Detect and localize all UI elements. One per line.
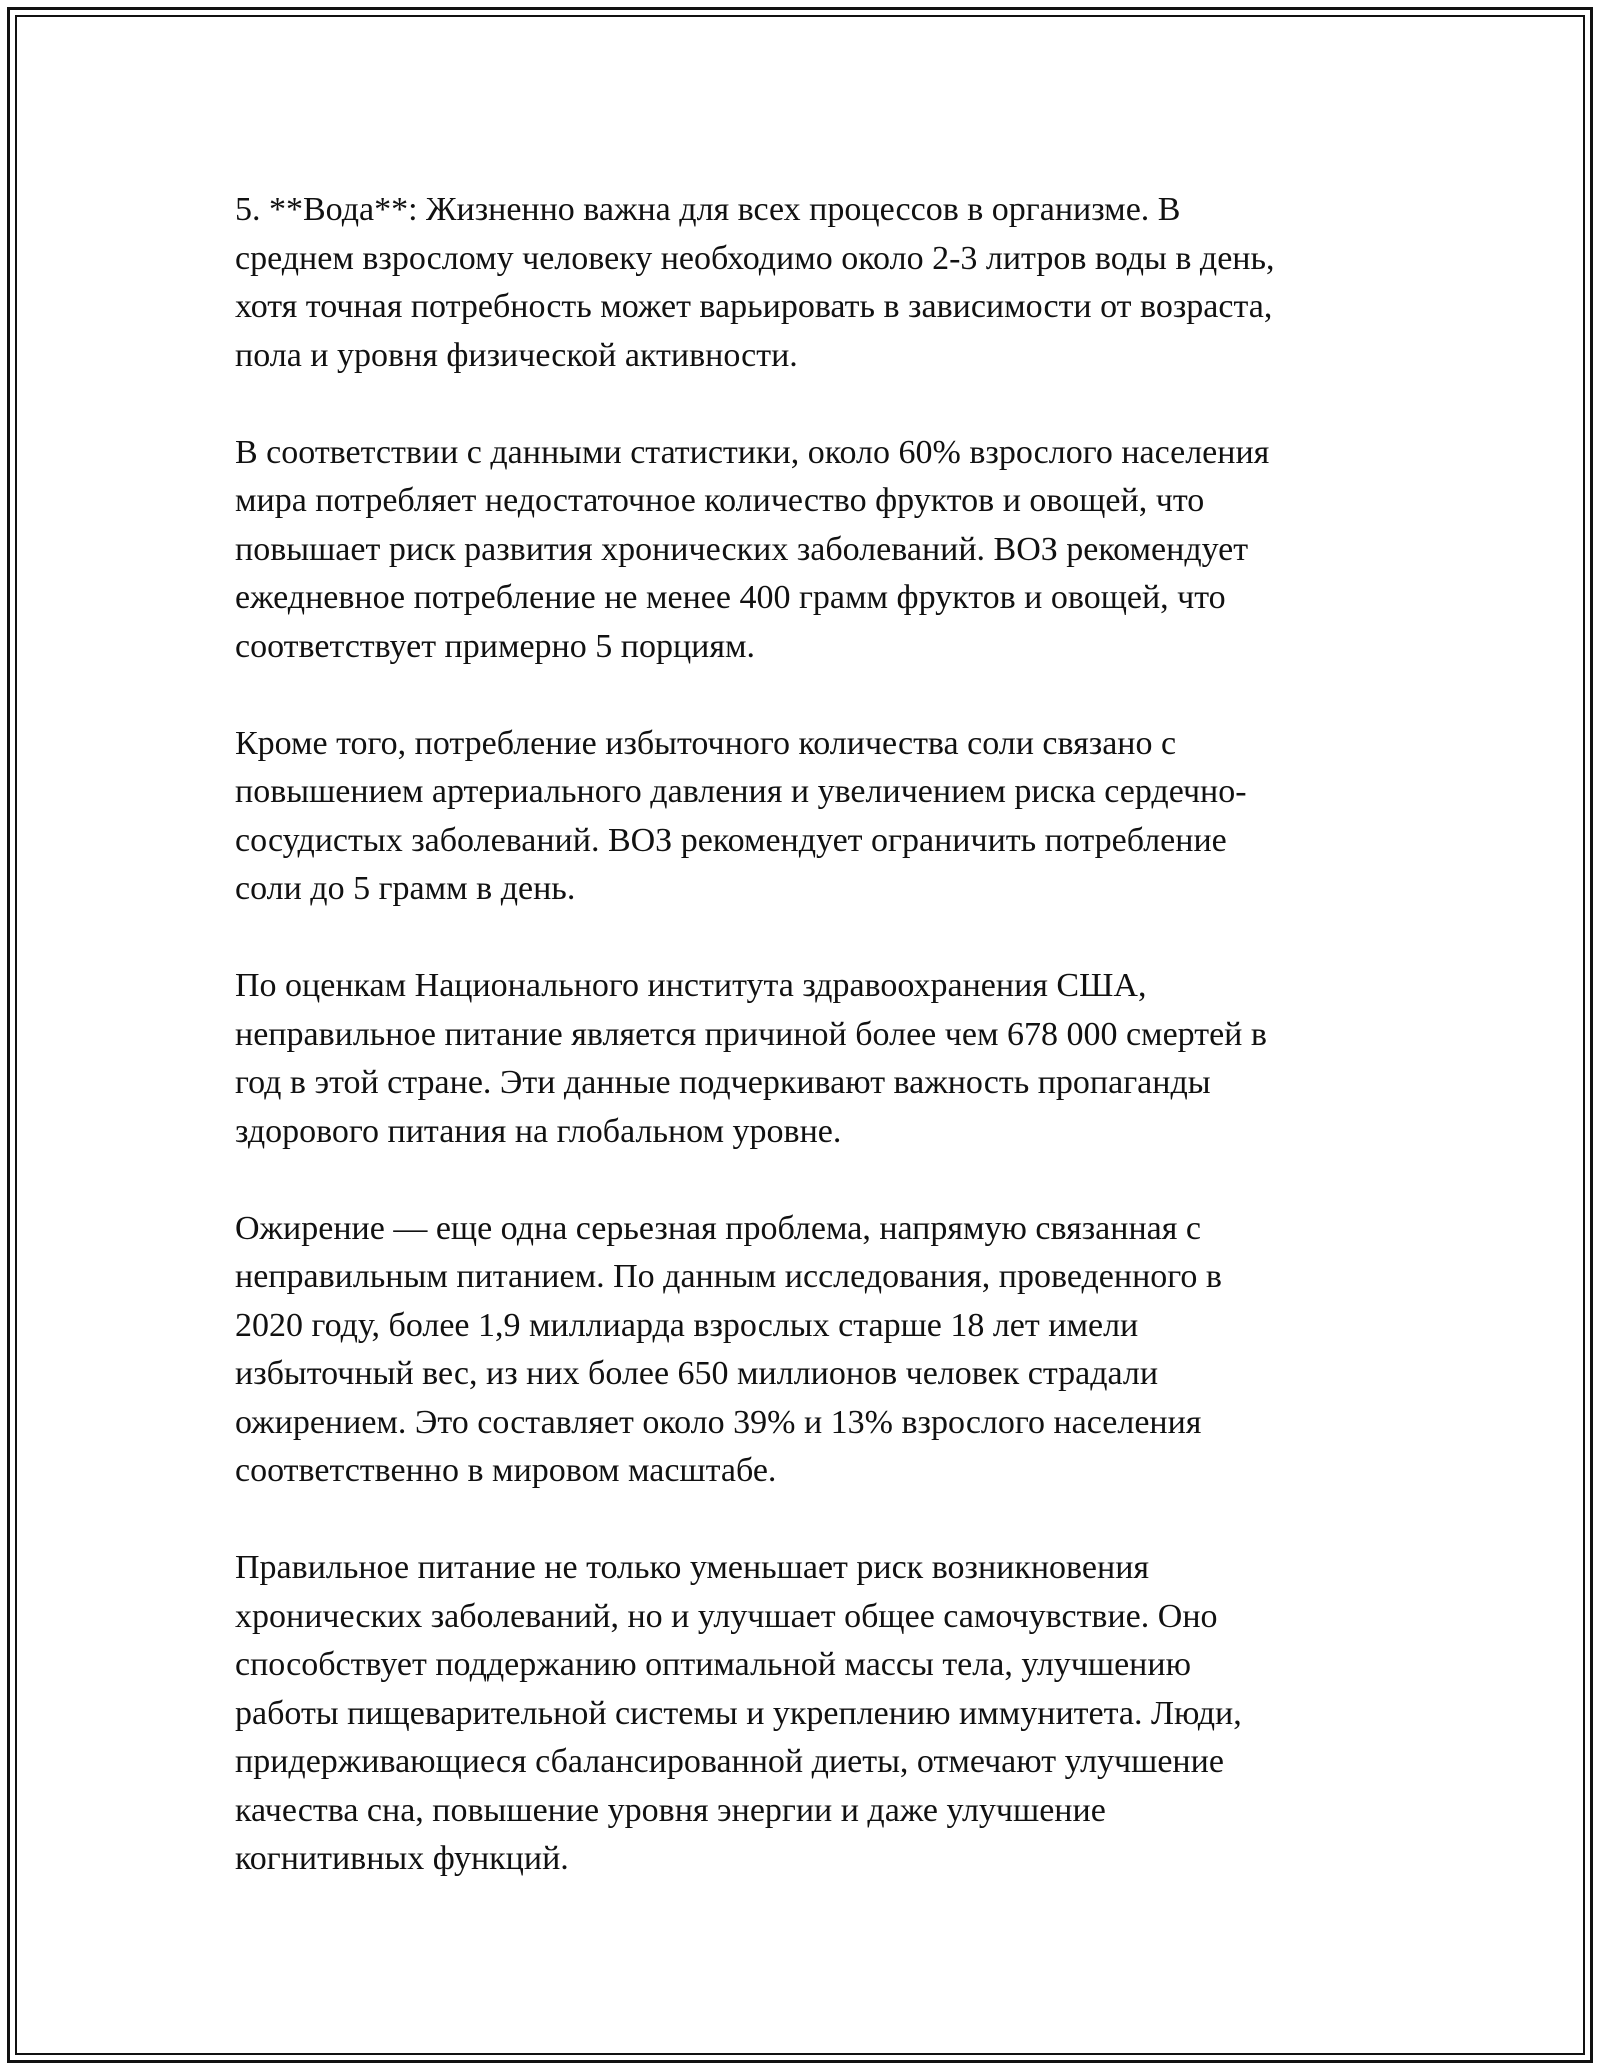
- paragraph-nih-estimate: По оценкам Национального института здравоохранения США, неправильное питание является причиной более чем 678 000 смертей в год в этой стране. Эти данные подчеркивают важность пропаганды здорового питания на глобальном уровне.: [235, 967, 1267, 1150]
- paragraph-benefits: Правильное питание не только уменьшает риск возникновения хронических заболеваний, но и улучшает общее самочувствие. Оно способствует поддержанию оптимальной массы тела, улучшению работы пищеварительной системы и укреплению иммунитета. Люди, придерживающиеся сбалансированной диеты, отмечают улучшение качества сна, повышение уровня энергии и даже улучшение когнитивных функций.: [235, 1549, 1242, 1877]
- paragraph-obesity: Ожирение — еще одна серьезная проблема, напрямую связанная с неправильным питанием. По данным исследования, проведенного в 2020 году, более 1,9 миллиарда взрослых старше 18 лет имели избыточный вес, из них более 650 миллионов человек страдали ожирением. Это составляет около 39% и 13% взрослого населения соответственно в мировом масштабе.: [235, 1209, 1222, 1489]
- paragraph-salt: Кроме того, потребление избыточного количества соли связано с повышением артериального давления и увеличением риска сердечно- сосудистых заболеваний. ВОЗ рекомендует ограничить потребление соли до 5 грамм в день.: [235, 724, 1247, 907]
- paragraph-water: 5. **Вода**: Жизненно важна для всех процессов в организме. В среднем взрослому человеку необходимо около 2-3 литров воды в день, хотя точная потребность может варьировать в зависимости от возраста, пола и уровня физической активности.: [235, 191, 1275, 374]
- paragraph-fruit-vegetables: В соответствии с данными статистики, около 60% взрослого населения мира потребляет недостаточное количество фруктов и овощей, что повышает риск развития хронических заболеваний. ВОЗ рекомендует ежедневное потребление не менее 400 грамм фруктов и овощей, что соответствует примерно 5 порциям.: [235, 433, 1270, 665]
- document-body: [235, 186, 1375, 1884]
